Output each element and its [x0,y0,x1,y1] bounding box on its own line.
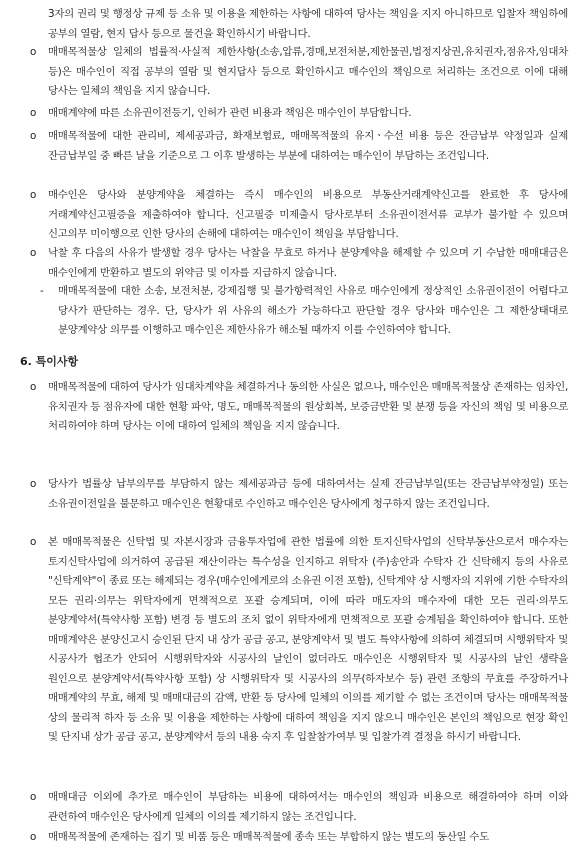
bullet-icon: o [30,46,37,58]
paragraph-cancellation-reason: 매매목적물에 대한 소송, 보전처분, 강제집행 및 불가항력적인 사유로 매수인에게 정상적인 소유권이전이 어렵다고 당사가 판단하는 경우. 단, 당사가 위 사유의 해소가 가능하다고 판단할 경우 당사와 매수인은 그 제한상태대로 분양계약상 의무를 이행하고 매수인은 제한사유가 해소될 때까지 이를 수인하여야 합니다. [58,285,568,336]
paragraph-additional-costs: 매매대금 이외에 추가로 매수인이 부담하는 비용에 대하여서는 매수인의 책임과 비용으로 해결하여야 하며 이와 관련하여 매수인은 당사에게 일체의 이의를 제기하지 않는 조건입니다. [48,791,568,823]
bullet-icon: o [30,478,37,490]
bullet-icon: o [30,791,37,803]
bullet-icon: o [30,107,37,119]
paragraph-continuation: 3자의 권리 및 행정상 규제 등 소유 및 이용을 제한하는 사항에 대하여 당사는 책임을 지지 아니하므로 입찰자 책임하에 공부의 열람, 현지 답사 등으로 물건을 확인하시기 바랍니다. [48,8,568,40]
bullet-icon: o [30,130,37,142]
paragraph-management-fees: 매매목적물에 대한 관리비, 제세공과금, 화재보험료, 매매목적물의 유지ㆍ수선 비용 등은 잔금납부 약정일과 실제 잔금납부일 중 빠른 날을 기준으로 그 이후 발생하는 부분에 대하여는 매수인이 부담하는 조건입니다. [48,130,568,162]
paragraph-transaction-report: 매수인은 당사와 분양계약을 체결하는 즉시 매수인의 비용으로 부동산거래계약신고를 완료한 후 당사에 거래계약신고필증을 제출하여야 합니다. 신고필증 미제출시 당사로부터 소유권이전서류 교부가 불가할 수 있으며 신고의무 미이행으로 인한 당사의 손해에 대하여는 매수인이 책임을 부담합니다. [48,189,568,240]
paragraph-taxes-dues: 당사가 법률상 납부의무를 부담하지 않는 제세공과금 등에 대하여서는 실제 잔금납부일(또는 잔금납부약정일) 또는 소유권이전일을 불문하고 매수인은 현황대로 수인하고 매수인은 당사에게 청구하지 않는 조건입니다. [48,478,568,510]
paragraph-fixtures: 매매목적물에 존재하는 집기 및 비품 등은 매매목적물에 종속 또는 부합하지 않는 별도의 동산일 수도 [48,831,489,841]
dash-icon: - [40,285,44,297]
bullet-icon: o [30,247,37,259]
paragraph-trust-property: 본 매매목적물은 신탁법 및 자본시장과 금융투자업에 관한 법률에 의한 토지신탁사업의 신탁부동산으로서 매수자는 토지신탁사업에 의거하여 공급된 재산이라는 특수성을 인지하고 위탁자 (주)송안과 수탁자 간 신탁해지 등의 사유로 "신탁계약"이 종료 또는 해제되는 경우(매수인에게로의 소유권 이전 포함), 신탁계약 상 시행자의 지위에 기한 수탁자의 모든 권리·의무는 위탁자에게 면책적으로 포괄 승계되며, 이에 따라 매도자의 매수자에 대한 모든 권리·의무도 분양계약서(특약사항 포함) 변경 등 별도의 조치 없이 위탁자에게 면책적으로 포괄 승계됨을 확인하여야 합니다. 또한 매매계약은 분양신고시 승인된 단지 내 상가 공급 공고, 분양계약서 및 별도 특약사항에 의하여 체결되며 시행위탁자 및 시공사가 협조가 안되어 시행위탁자와 시공사의 날인이 없더라도 매수인은 시행위탁자 및 시공사의 날인 생략을 원인으로 분양계약서(특약사항 포함) 상 시행위탁자 및 시공사의 의무(하자보수 등) 관련 조항의 무효를 주장하거나 매매계약의 무효, 해제 및 매매대금의 감액, 반환 등 당사에 일체의 이의를 제기할 수 없는 조건이며 당사는 매매목적물 상의 물리적 하자 등 소유 및 이용을 제한하는 사항에 대하여 책임을 지지 않으니 매수인은 본인의 책임으로 현장 확인 및 단지내 상가 공급 공고, 분양계약서 등의 내용 숙지 후 입찰참가여부 및 입찰가격 결정을 하시기 바랍니다. [48,536,568,743]
paragraph-award-cancellation: 낙찰 후 다음의 사유가 발생할 경우 당사는 낙찰을 무효로 하거나 분양계약을 해제할 수 있으며 기 수납한 매매대금은 매수인에게 반환하고 별도의 위약금 및 이자를 지급하지 않습니다. [48,247,568,279]
paragraph-tenant-occupants: 매매목적물에 대하여 당사가 임대차계약을 체결하거나 동의한 사실은 없으나, 매수인은 매매목적물상 존재하는 임차인, 유치권자 등 점유자에 대한 현황 파악, 명도, 매매목적물의 원상회복, 보증금반환 및 분쟁 등을 자신의 책임 및 비용으로 처리하여야 하며 당사는 이에 대하여 일체의 책임을 지지 않습니다. [48,381,568,432]
section-heading-special-notes: 6. 특이사항 [20,355,79,368]
bullet-icon: o [30,381,37,393]
bullet-icon: o [30,536,37,548]
bullet-icon: o [30,831,37,843]
paragraph-legal-restrictions: 매매목적물상 일체의 법률적·사실적 제한사항(소송,압류,경매,보전처분,제한물권,법정지상권,유치권자,점유자,임대차 등)은 매수인이 직접 공부의 열람 및 현지답사 등으로 확인하시고 매수인의 책임으로 처리하는 조건으로 이에 대해 당사는 일체의 책임을 지지 않습니다. [48,46,568,97]
bullet-icon: o [30,189,37,201]
paragraph-registration-costs: 매매계약에 따른 소유권이전등기, 인허가 관련 비용과 책임은 매수인이 부담합니다. [48,107,412,119]
